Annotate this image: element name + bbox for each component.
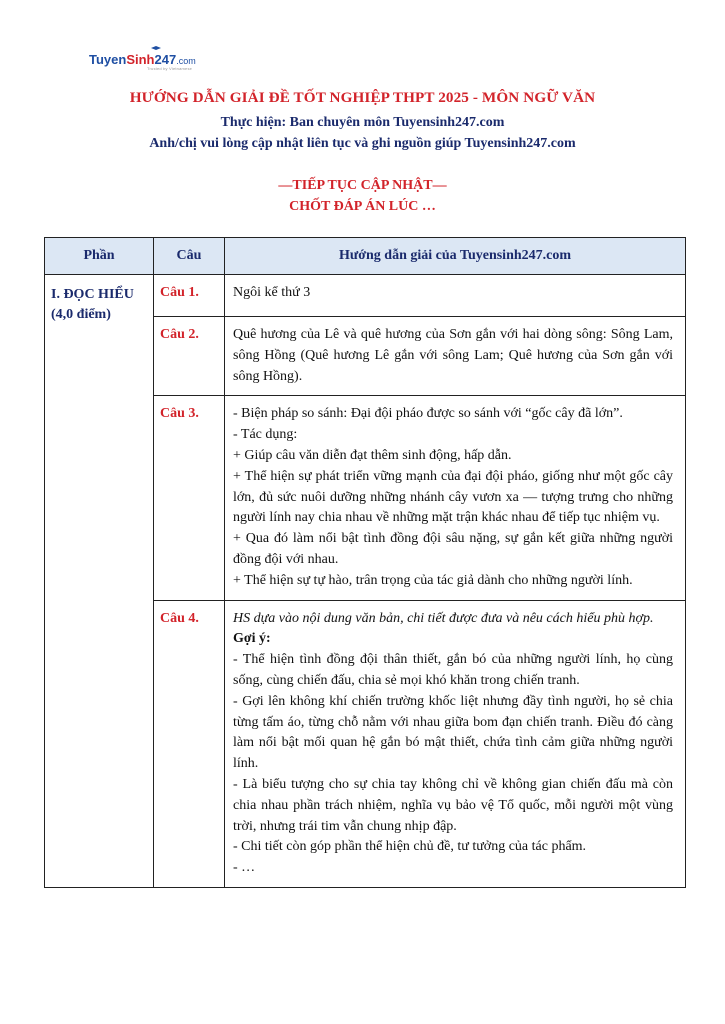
header-question: Câu <box>154 238 225 275</box>
answer-line: + Thể hiện sự tự hào, trân trọng của tác giả dành cho những người lính. <box>233 572 633 588</box>
section-cell <box>45 275 154 888</box>
header-part: Phần <box>45 238 154 275</box>
logo-part-1: Tuyen <box>89 52 127 67</box>
answer-line: Ngôi kể thứ 3 <box>233 285 311 300</box>
answer-cell <box>225 275 686 317</box>
answer-line: - Thể hiện tình đồng đội thân thiết, gắn bó của những người lính, họ cùng sống, cùng chiến đấu, chia sẻ mọi khó khăn trong chiến tranh. <box>233 652 673 688</box>
answer-cell <box>225 317 686 396</box>
section-name: I. ĐỌC HIỂU <box>51 287 134 302</box>
answer-time-notice: CHỐT ĐÁP ÁN LÚC … <box>289 199 436 214</box>
table-row <box>45 275 686 317</box>
logo-part-2: Sinh <box>126 52 155 67</box>
answer-line: Quê hương của Lê và quê hương của Sơn gắn với hai dòng sông: Sông Lam, sông Hồng (Quê hương Lê gắn với sông Lam; Quê hương của Sơn gắn với sông Hồng). <box>233 327 673 384</box>
answer-line: + Giúp câu văn diễn đạt thêm sinh động, hấp dẫn. <box>233 447 512 463</box>
answer-line: - Tác dụng: <box>233 427 298 443</box>
logo-part-3: 247 <box>154 52 177 67</box>
answer-line: - … <box>233 860 256 876</box>
question-label: Câu 4. <box>154 600 225 887</box>
answer-table <box>44 237 686 888</box>
answer-line: + Thể hiện sự phát triển vững mạnh của đại đội pháo, giống như một gốc cây lớn, đủ sức nuôi dưỡng những nhánh cây vươn xa — tượng trưng cho những người lính nay chia nhau về những mặt trận khác nhau để tiếp tục nhiệm vụ. <box>233 468 673 526</box>
answer-line: - Là biểu tượng cho sự chia tay không chỉ về không gian chiến đấu mà còn chia nhau phần trách nhiệm, nghĩa vụ bảo vệ Tổ quốc, mỗi người một vùng trời, nhưng trái tim vẫn chung nhịp đập. <box>233 776 673 834</box>
source-note: Anh/chị vui lòng cập nhật liên tục và ghi nguồn giúp Tuyensinh247.com <box>149 136 576 151</box>
logo-tagline: Trusted by Vietnamese <box>147 66 193 71</box>
logo-part-4: .com <box>176 56 196 66</box>
question-label: Câu 2. <box>154 317 225 396</box>
answer-line: + Qua đó làm nổi bật tình đồng đội sâu nặng, sự gắn kết giữa những người đồng đội với nhau. <box>233 531 673 567</box>
page-title: HƯỚNG DẪN GIẢI ĐỀ TỐT NGHIỆP THPT 2025 - MÔN NGỮ VĂN <box>129 89 596 106</box>
table-header-row <box>45 238 686 275</box>
question-label: Câu 1. <box>154 275 225 317</box>
section-points: (4,0 điểm) <box>51 307 111 322</box>
graduation-cap-icon <box>151 46 161 51</box>
answer-hint: Gợi ý: <box>233 631 271 647</box>
header-guide: Hướng dẫn giải của Tuyensinh247.com <box>225 238 686 275</box>
answer-intro: HS dựa vào nội dung văn bản, chi tiết được đưa và nêu cách hiểu phù hợp. <box>233 610 654 626</box>
answer-line: - Gợi lên không khí chiến trường khốc liệt nhưng đầy tình người, họ sẻ chia từng tấm áo, từng chỗ nằm với nhau giữa bom đạn chiến tranh. Điều đó càng làm nổi bật mối quan hệ gắn bó mật thiết, chứa tình cảm giữa những người lính. <box>233 693 673 772</box>
site-logo <box>89 52 196 71</box>
question-label: Câu 3. <box>154 396 225 600</box>
performer-line: Thực hiện: Ban chuyên môn Tuyensinh247.com <box>220 115 505 130</box>
update-notice: —TIẾP TỤC CẬP NHẬT— <box>278 178 447 193</box>
answer-cell <box>225 396 686 600</box>
answer-cell <box>225 600 686 887</box>
answer-line: - Chi tiết còn góp phần thể hiện chủ đề, tư tưởng của tác phẩm. <box>233 839 587 855</box>
answer-line: - Biện pháp so sánh: Đại đội pháo được so sánh với “gốc cây đã lớn”. <box>233 406 623 422</box>
